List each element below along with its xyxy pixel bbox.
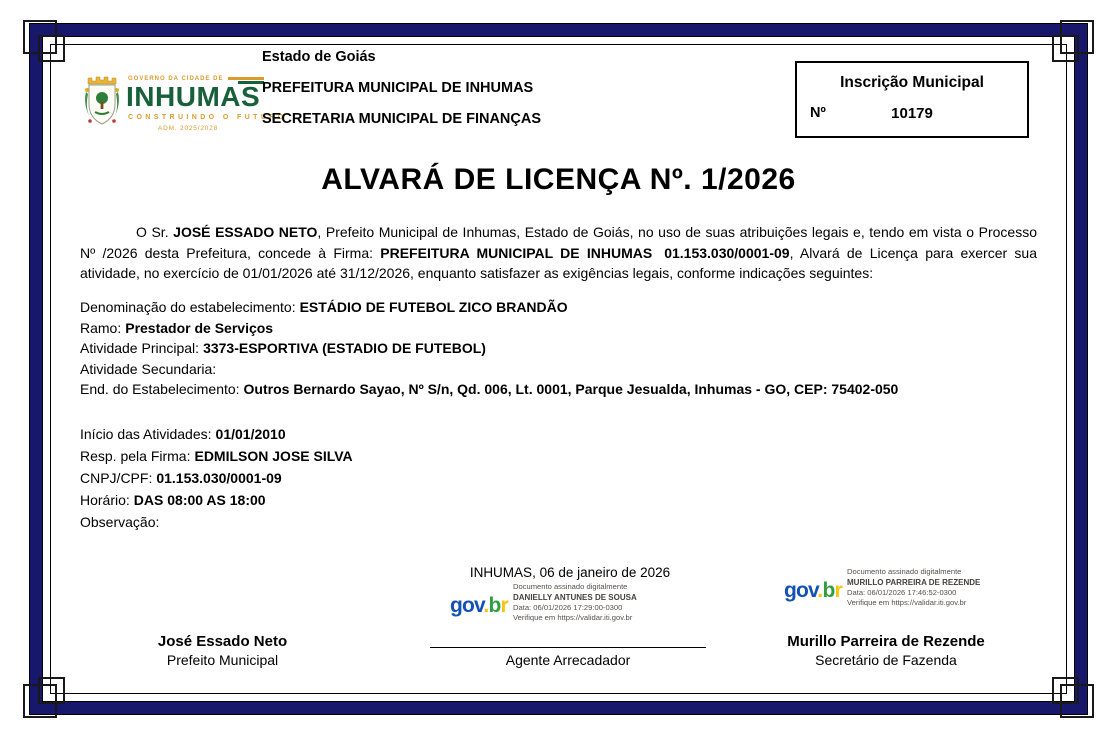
field-row: Resp. pela Firma: EDMILSON JOSE SILVA	[80, 448, 353, 464]
signer-secretario	[746, 632, 1026, 670]
field-row: Horário: DAS 08:00 AS 18:00	[80, 492, 266, 508]
logo-slogan: CONSTRUINDO O FUTURO	[128, 114, 287, 121]
stamp-date: Data: 06/01/2026 17:29:00-0300	[513, 603, 623, 612]
state-line: Estado de Goiás	[262, 49, 376, 65]
stamp-signer-name: DANIELLY ANTUNES DE SOUSA	[513, 593, 637, 602]
signer-role: Agente Arrecadador	[505, 652, 631, 668]
stamp-verify-url: Verifique em https://validar.iti.gov.br	[513, 613, 633, 622]
signer-role: Secretário de Fazenda	[815, 652, 957, 668]
stamp-verify-url: Verifique em https://validar.iti.gov.br	[847, 598, 967, 607]
corner-ornament-top-left-inner	[38, 35, 65, 62]
field-row: End. do Estabelecimento: Outros Bernardo Sayao, Nº S/n, Qd. 006, Lt. 0001, Parque Jesualda, Inhumas - GO, CEP: 75402-050	[80, 381, 899, 398]
prefeito-name: JOSÉ ESSADO NETO	[173, 224, 318, 240]
signer-agente	[430, 651, 706, 670]
govbr-logo: gov.br	[784, 579, 842, 602]
field-row: Início das Atividades: 01/01/2010	[80, 426, 286, 442]
corner-ornament-bottom-left-inner	[38, 677, 65, 704]
corner-ornament-bottom-right-inner	[1052, 677, 1079, 704]
signature-line	[430, 647, 706, 648]
stamp-signer-name: MURILLO PARREIRA DE REZENDE	[847, 578, 981, 587]
document-title: ALVARÁ DE LICENÇA Nº. 1/2026	[321, 163, 796, 196]
digital-signature-stamp-center	[450, 582, 720, 623]
signer-name: José Essado Neto	[157, 633, 288, 650]
city-date-line: INHUMAS, 06 de janeiro de 2026	[469, 565, 671, 580]
corner-ornament-top-right-inner	[1052, 35, 1079, 62]
inscricao-municipal-box	[795, 61, 1029, 138]
govbr-logo: gov.br	[450, 594, 508, 617]
city-logo	[82, 66, 287, 146]
field-row: Atividade Principal: 3373-ESPORTIVA (ESTADIO DE FUTEBOL)	[80, 340, 486, 357]
prefeitura-line: PREFEITURA MUNICIPAL DE INHUMAS	[262, 80, 534, 96]
field-row: Denominação do estabelecimento: ESTÁDIO DE FUTEBOL ZICO BRANDÃO	[80, 299, 568, 315]
firma-cnpj: 01.153.030/0001-09	[664, 244, 790, 261]
inscricao-title: Inscrição Municipal	[840, 74, 984, 91]
paragraph-tail: , Alvará de Licença para exercer sua atividade, no exercício de 01/01/2026 até 31/12/2026, enquanto satisfazer as exigências legais, conforme indicações seguintes:	[80, 244, 1037, 282]
registration-fields	[80, 423, 1037, 533]
field-row: CNPJ/CPF: 01.153.030/0001-09	[80, 470, 282, 486]
paragraph-intro: O Sr.	[136, 224, 174, 240]
inscricao-number-value: 10179	[891, 105, 933, 122]
paragraph-middle: , Prefeito Municipal de Inhumas, Estado de Goiás, no uso de suas atribuições legais e, tendo em vista o Processo Nº /2026 desta Prefeitura, concede à Firma:	[80, 224, 1037, 261]
field-row: Observação:	[80, 514, 160, 530]
logo-adm-period: ADM. 2025/2028	[158, 125, 218, 132]
coat-of-arms-icon	[82, 74, 122, 137]
field-row: Ramo: Prestador de Serviços	[80, 319, 274, 336]
inscricao-number-label: Nº	[810, 105, 826, 121]
stamp-signed-text: Documento assinado digitalmente	[513, 582, 628, 591]
stamp-date: Data: 06/01/2026 17:46:52-0300	[847, 588, 957, 597]
digital-signature-stamp-right	[784, 567, 1054, 608]
firma-name: PREFEITURA MUNICIPAL DE INHUMAS	[380, 244, 653, 261]
field-row: Atividade Secundaria:	[80, 360, 217, 377]
stamp-signed-text: Documento assinado digitalmente	[847, 567, 962, 576]
logo-gold-bar	[228, 77, 264, 80]
signer-role: Prefeito Municipal	[166, 652, 279, 668]
establishment-fields	[80, 297, 1037, 400]
logo-city-name: INHUMAS	[126, 81, 261, 112]
signer-prefeito	[100, 632, 345, 670]
secretaria-line: SECRETARIA MUNICIPAL DE FINANÇAS	[262, 111, 541, 127]
signer-name: Murillo Parreira de Rezende	[787, 633, 985, 650]
license-paragraph	[80, 222, 1037, 284]
logo-government-label: GOVERNO DA CIDADE DE	[128, 76, 224, 82]
